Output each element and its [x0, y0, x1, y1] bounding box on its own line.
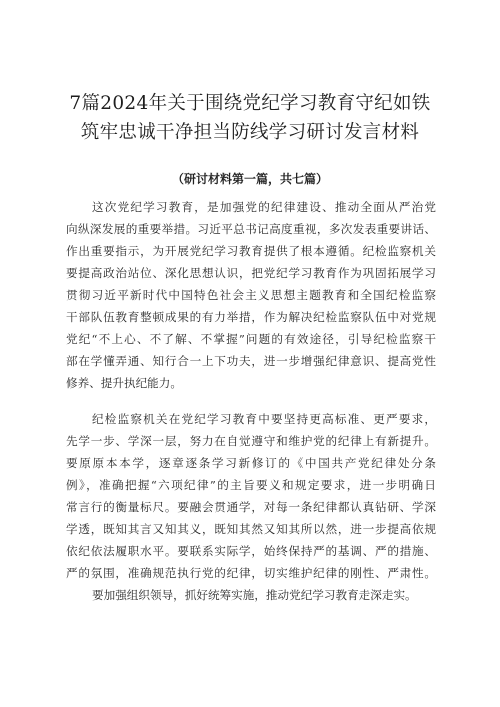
document-subtitle: （研讨材料第一篇，共七篇） [171, 172, 328, 186]
body-line: 常言行的衡量标尺。要融会贯通学，对每一条纪律都认真钻研、学深 [66, 500, 436, 514]
body-line: 要加强组织领导，抓好统筹实施，推动党纪学习教育走深走实。 [92, 588, 417, 602]
body-line: 依纪依法履职水平。要联系实际学，始终保持严的基调、严的措施、 [66, 544, 436, 558]
body-line: 学透，既知其言又知其义，既知其然又知其所以然，进一步提高依规 [66, 522, 436, 536]
body-line: 向纵深发展的重要举措。习近平总书记高度重视，多次发表重要讲话、 [66, 222, 436, 236]
body-line: 先学一步、学深一层，努力在自觉遵守和维护党的纪律上有新提升。 [66, 434, 436, 448]
body-line: 这次党纪学习教育，是加强党的纪律建设、推动全面从严治党 [92, 200, 436, 214]
body-line: 干部队伍教育整顿成果的有力举措，作为解决纪检监察队伍中对党规 [66, 310, 436, 324]
body-line: 纪检监察机关在党纪学习教育中要坚持更高标准、更严要求， [92, 412, 436, 426]
body-line: 严的氛围，准确规范执行党的纪律，切实维护纪律的刚性、严肃性。 [66, 566, 436, 580]
body-line: 例》，准确把握“六项纪律”的主旨要义和规定要求，进一步明确日 [66, 478, 436, 492]
body-line: 作出重要指示，为开展党纪学习教育提供了根本遵循。纪检监察机关 [66, 244, 436, 258]
body-line: 部在学懂弄通、知行合一上下功夫，进一步增强纪律意识、提高党性 [66, 354, 436, 368]
document-title-line-1: 7篇2024年关于围绕党纪学习教育守纪如铁 [69, 93, 431, 114]
body-line: 要原原本本学，逐章逐条学习新修订的《中国共产党纪律处分条 [66, 456, 436, 470]
body-line: 党纪“不上心、不了解、不掌握”问题的有效途径，引导纪检监察干 [66, 332, 436, 346]
body-line: 贯彻习近平新时代中国特色社会主义思想主题教育和全国纪检监察 [66, 288, 436, 302]
document-title-line-2: 筑牢忠诚干净担当防线学习研讨发言材料 [80, 122, 420, 143]
body-line: 修养、提升执纪能力。 [66, 376, 182, 390]
body-line: 要提高政治站位、深化思想认识，把党纪学习教育作为巩固拓展学习 [66, 266, 436, 280]
